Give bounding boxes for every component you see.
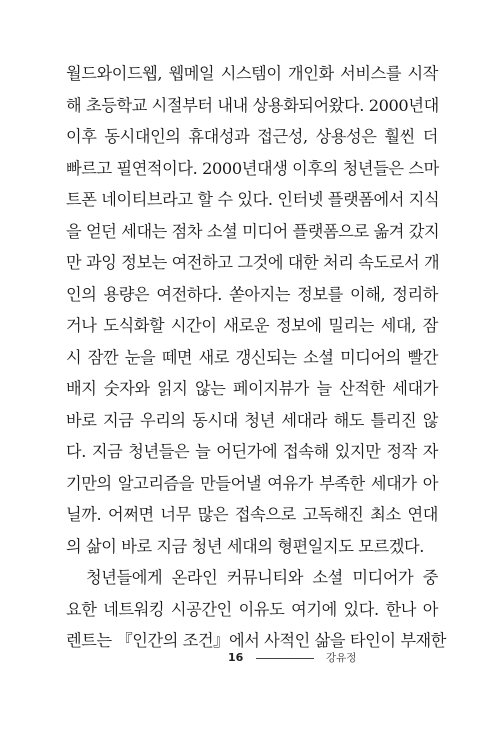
text-line: 렌트는 『인간의 조건』에서 사적인 삶을 타인이 부재한 — [66, 631, 447, 650]
page-number: 16 — [228, 651, 244, 664]
text-line: 배지 숫자와 읽지 않는 페이지뷰가 늘 산적한 세대가 — [66, 379, 438, 398]
body-text — [66, 58, 447, 657]
text-line: 바로 지금 우리의 동시대 청년 세대라 해도 틀리진 않 — [66, 410, 438, 430]
text-line: 의 삶이 바로 지금 청년 세대의 형편일지도 모르겠다. — [66, 536, 424, 556]
text-line: 다. 지금 청년들은 늘 어딘가에 접속해 있지만 정작 자 — [66, 442, 438, 461]
paragraph-1 — [66, 58, 438, 562]
text-line: 월드와이드웹, 웹메일 시스템이 개인화 서비스를 시작 — [66, 64, 438, 83]
text-line: 인의 용량은 여전하다. 쏟아지는 정보를 이해, 정리하 — [66, 284, 438, 304]
footer-divider — [256, 658, 314, 659]
text-line: 이후 동시대인의 휴대성과 접근성, 상용성은 훨씬 더 — [66, 127, 438, 146]
text-line: 닐까. 어쩌면 너무 많은 접속으로 고독해진 최소 연대 — [66, 505, 438, 524]
text-line: 요한 네트워킹 시공간인 이유도 여기에 있다. 한나 아 — [66, 599, 438, 619]
running-author: 강유정 — [326, 652, 357, 664]
text-line: 기만의 알고리즘을 만들어낼 여유가 부족한 세대가 아 — [66, 473, 438, 493]
text-line: 빠르고 필연적이다. 2000년대생 이후의 청년들은 스마 — [66, 158, 439, 178]
text-line: 해 초등학교 시절부터 내내 상용화되어왔다. 2000년대 — [66, 95, 439, 115]
text-line: 시 잠깐 눈을 떼면 새로 갱신되는 소셜 미디어의 빨간 — [66, 347, 438, 367]
text-line: 청년들에게 온라인 커뮤니티와 소셜 미디어가 중 — [86, 568, 438, 587]
text-line: 만 과잉 정보는 여전하고 그것에 대한 처리 속도로서 개 — [66, 253, 440, 272]
text-line: 트폰 네이티브라고 할 수 있다. 인터넷 플랫폼에서 지식 — [66, 190, 440, 209]
paragraph-2 — [66, 562, 447, 657]
text-line: 을 얻던 세대는 점차 소셜 미디어 플랫폼으로 옮겨 갔지 — [66, 221, 440, 241]
text-line: 거나 도식화할 시간이 새로운 정보에 밀리는 세대, 잠 — [66, 316, 438, 335]
page-footer — [0, 648, 500, 668]
